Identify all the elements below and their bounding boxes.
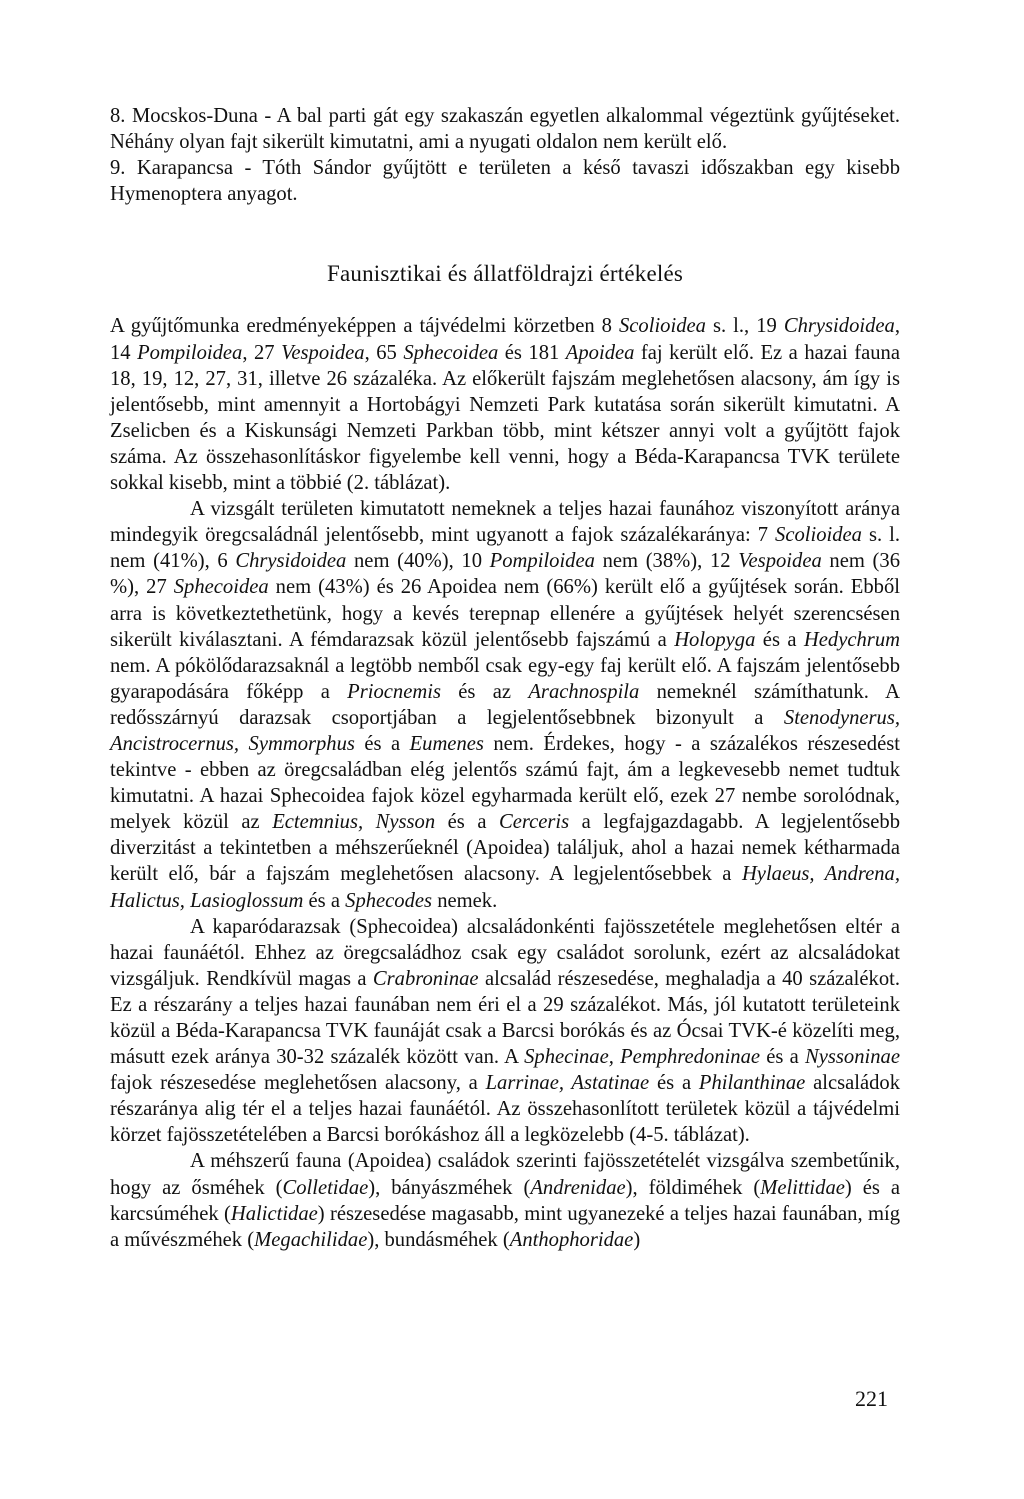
text-run: és a <box>755 628 804 651</box>
taxon-name: Sphecodes <box>345 889 433 912</box>
text-run: ), bányászméhek ( <box>368 1176 531 1199</box>
text-run: a legfajgazdagabb. A legjelentősebb diverzitást a tekintetben a méhszerűeknél (Apoidea) találjuk, ahol a hazai nemek kétharmada került elő, bár a fajszám meglehetősen alacsony. A legjelentősebbek a <box>110 811 900 886</box>
text-run: alcsaládok részaránya alig tér el a teljes hazai faunáétól. Az összehasonlított területek közül a tájvédelmi körzet fajösszetételében a Barcsi borókáshoz áll a legközelebb (4-5. táblázat). <box>110 1072 901 1147</box>
text-run: A méhszerű fauna (Apoidea) családok szerinti fajösszetételét vizsgálva szembetűnik, hogy az ősméhek ( <box>110 1150 900 1199</box>
taxon-name: Halictidae <box>230 1202 318 1225</box>
taxon-name: Scolioidea <box>619 315 706 338</box>
text-run: és a <box>354 732 410 755</box>
text-run: alcsalád részesedése, meghaladja a 40 százalékot. Ez a részarány a teljes hazai faunában nem éri el a 29 százalékot. Más, jól kutatott területeink közül a Béda-Karapancsa TVK faunáját csak a Barcsi borókás és az Ócsai TVK-é közelíti meg, másutt ezek aránya 30-32 százalék között van. A <box>110 967 900 1069</box>
text-run: nem. Érdekes, hogy - a százalékos részesedést tekintve - ebben az öregcsaládban elég jelentős számú fajt, ám a legkevesebb nemet tudtuk kimutatni. A hazai Sphecoidea fajok közel egyharmada került elő, ezek 27 nembe sorolódnak, melyek közül az <box>110 732 900 834</box>
text-run: s. l. nem (41%), 6 <box>110 524 900 573</box>
page-number: 221 <box>855 1386 888 1411</box>
text-run: A kaparódarazsak (Sphecoidea) alcsaládonkénti fajösszetétele meglehetősen eltér a hazai faunáétól. Ehhez az öregcsaládhoz csak egy családot sorolunk, ezért az alcsaládokat vizsgáljuk. Rendkívül magas a <box>110 915 900 990</box>
taxon-name: Cerceris <box>499 811 570 834</box>
paragraph-2 <box>110 496 900 914</box>
taxon-name: Sphecoidea <box>403 341 499 364</box>
text-run: s. l., 19 <box>705 315 784 338</box>
taxon-name: Hylaeus, Andrena, Halictus, Lasioglossum <box>110 863 900 912</box>
taxon-name: Ectemnius, Nysson <box>272 811 436 834</box>
paragraph-1 <box>110 313 900 496</box>
taxon-name: Arachnospila <box>528 680 640 703</box>
page-content <box>110 103 900 1253</box>
text-run: és a <box>649 1072 699 1095</box>
text-run: ) és a karcsúméhek ( <box>110 1176 900 1225</box>
taxon-name: Hedychrum <box>803 628 900 651</box>
taxon-name: Pompiloidea <box>489 550 595 573</box>
taxon-name: Andrenidae <box>530 1176 626 1199</box>
text-run: és a <box>435 811 499 834</box>
taxon-name: Holopyga <box>674 628 756 651</box>
text-run: nemeknél számíthatunk. A redősszárnyú darazsak csoportjában a legjelentősebbnek bizonyult a <box>110 680 900 729</box>
paragraph-4 <box>110 1148 900 1252</box>
taxon-name: Vespoidea <box>738 550 822 573</box>
taxon-name: Eumenes <box>409 732 484 755</box>
text-run: A vizsgált területen kimutatott nemeknek a teljes hazai faunához viszonyított aránya mindegyik öregcsaládnál jelentősebb, mint ugyanott a fajok százalékaránya: 7 <box>110 498 900 547</box>
text-run: és a <box>303 889 346 912</box>
taxon-name: Nyssoninae <box>805 1046 900 1069</box>
taxon-name: Megachilidae <box>254 1228 368 1251</box>
text-run: nem. A pókölődarazsaknál a legtöbb nemből csak egy-egy faj került elő. A fajszám jelentősebb gyarapodására főképp a <box>110 654 900 703</box>
text-run: ) <box>633 1228 641 1251</box>
text-run: nem (38%), 12 <box>594 550 739 573</box>
taxon-name: Larrinae, Astatinae <box>485 1072 650 1095</box>
text-run: , 27 <box>242 341 282 364</box>
text-run: A gyűjtőmunka eredményeképpen a tájvédelmi körzetben 8 <box>110 315 619 338</box>
section-heading: Faunisztikai és állatföldrajzi értékelés <box>326 261 684 287</box>
text-run: fajok részesedése meglehetősen alacsony, a <box>110 1072 486 1095</box>
taxon-name: Sphecoidea <box>173 576 269 599</box>
text-run: ), bundásméhek ( <box>367 1228 510 1251</box>
taxon-name: Priocnemis <box>347 680 441 703</box>
taxon-name: Apoidea <box>565 341 635 364</box>
taxon-name: Scolioidea <box>775 524 862 547</box>
text-run: faj került elő. Ez a hazai fauna 18, 19, 12, 27, 31, illetve 26 százaléka. Az előkerült fajszám meglehetősen alacsony, ám így is jelentősebb, mint amennyit a Hortobágyi Nemzeti Park kutatása során sikerült kimutatni. A Zselicben és a Kiskunsági Nemzeti Parkban több, mint kétszer annyi volt a gyűjtött fajok száma. Az összehasonlításkor figyelembe kell venni, hogy a Béda-Karapancsa TVK területe sokkal kisebb, mint a többié (2. táblázat). <box>110 341 900 495</box>
text-run: , 65 <box>364 341 404 364</box>
paragraph-item-9: 9. Karapancsa - Tóth Sándor gyűjtött e területen a késő tavaszi időszakban egy kisebb Hymenoptera anyagot. <box>110 157 900 206</box>
taxon-name: Vespoidea <box>281 341 365 364</box>
taxon-name: Anthophoridae <box>509 1228 634 1251</box>
taxon-name: Philanthinae <box>698 1072 806 1095</box>
text-run: ) részesedése magasabb, mint ugyanezeké a teljes hazai faunában, míg a művészméhek ( <box>110 1202 900 1251</box>
text-run: és 181 <box>498 341 566 364</box>
text-run: nemek. <box>432 889 498 912</box>
taxon-name: Colletidae <box>282 1176 369 1199</box>
paragraph-item-8: 8. Mocskos-Duna - A bal parti gát egy szakaszán egyetlen alkalommal végeztünk gyűjtéseket. Néhány olyan fajt sikerült kimutatni, ami a nyugati oldalon nem került elő. <box>110 105 900 154</box>
text-run: nem (40%), 10 <box>346 550 490 573</box>
text-run: és az <box>440 680 529 703</box>
taxon-name: Melittidae <box>760 1176 845 1199</box>
text-run: ), földiméhek ( <box>625 1176 761 1199</box>
taxon-name: Sphecinae, Pemphredoninae <box>524 1046 761 1069</box>
text-run: nem (36 %), 27 <box>110 550 900 599</box>
text-run: és a <box>760 1046 806 1069</box>
taxon-name: Crabroninae <box>372 967 479 990</box>
text-run: nem (43%) és 26 Apoidea nem (66%) került elő a gyűjtések során. Ebből arra is következtethetünk, hogy a kevés terepnap ellenére a gyűjtések helyét szerencsésen sikerült kiválasztani. A fémdarazsak közül jelentősebb fajszámú a <box>110 576 900 651</box>
taxon-name: Stenodynerus, Ancistrocernus, Symmorphus <box>110 706 900 755</box>
taxon-name: Pompiloidea <box>137 341 243 364</box>
text-run: , 14 <box>110 315 900 364</box>
paragraph-3 <box>110 914 900 1149</box>
taxon-name: Chrysidoidea <box>783 315 895 338</box>
taxon-name: Chrysidoidea <box>235 550 347 573</box>
